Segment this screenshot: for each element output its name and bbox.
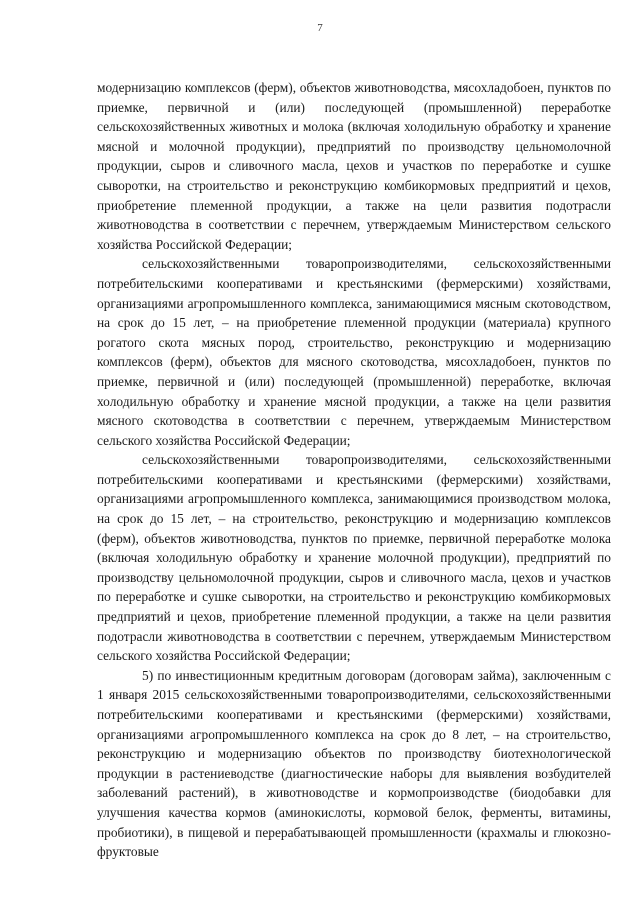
paragraph-3: сельскохозяйственными товаропроизводителями, сельскохозяйственными потребительскими кооперативами и крестьянскими (фермерскими) хозяйствами, организациями агропромышленного комплекса, занимающимися производством молока, на срок до 15 лет, – на строительство, реконструкцию и модернизацию комплексов (ферм), объектов животноводства, пунктов по приемке, первичной переработке молока (включая холодильную обработку и хранение молочной продукции), предприятий по производству цельномолочной продукции, сыров и сливочного масла, цехов и участков по переработке и сушке сыворотки, на строительство и реконструкцию комбикормовых предприятий и цехов, приобретение племенной продукции, а также на цели развития подотрасли животноводства в соответствии с перечнем, утверждаемым Министерством сельского хозяйства Российской Федерации; <box>97 452 611 664</box>
page-number: 7 <box>317 22 323 34</box>
paragraph-2: сельскохозяйственными товаропроизводителями, сельскохозяйственными потребительскими кооперативами и крестьянскими (фермерскими) хозяйствами, организациями агропромышленного комплекса, занимающимися мясным скотоводством, на срок до 15 лет, – на приобретение племенной продукции (материала) крупного рогатого скота мясных пород, строительство, реконструкцию и модернизацию комплексов (ферм), объектов для мясного скотоводства, мясохладобоен, пунктов по приемке, первичной и (или) последующей (промышленной) переработке, включая холодильную обработку и хранение мясной продукции, а также на цели развития мясного скотоводства в соответствии с перечнем, утверждаемым Министерством сельского хозяйства Российской Федерации; <box>97 256 611 448</box>
paragraph-1: модернизацию комплексов (ферм), объектов животноводства, мясохладобоен, пунктов по приемке, первичной и (или) последующей (промышленной) переработке сельскохозяйственных животных и молока (включая холодильную обработку и хранение мясной и молочной продукции), предприятий по производству цельномолочной продукции, сыров и сливочного масла, цехов и участков по переработке и сушке сыворотки, на строительство и реконструкцию комбикормовых предприятий и цехов, приобретение племенной продукции, а также на цели развития подотрасли животноводства в соответствии с перечнем, утверждаемым Министерством сельского хозяйства Российской Федерации; <box>97 80 611 252</box>
paragraph-4: 5) по инвестиционным кредитным договорам (договорам займа), заключенным с 1 января 2015 сельскохозяйственными товаропроизводителями, сельскохозяйственными потребительскими кооперативами и крестьянскими (фермерскими) хозяйствами, организациями агропромышленного комплекса на срок до 8 лет, – на строительство, реконструкцию и модернизацию объектов по производству биотехнологической продукции в растениеводстве (диагностические наборы для выявления возбудителей заболеваний растений), в животноводстве и кормопроизводстве (биодобавки для улучшения качества кормов (аминокислоты, кормовой белок, ферменты, витамины, пробиотики), в пищевой и перерабатывающей промышленности (крахмалы и глюкозно-фруктовые <box>97 667 611 860</box>
document-body <box>97 78 611 862</box>
